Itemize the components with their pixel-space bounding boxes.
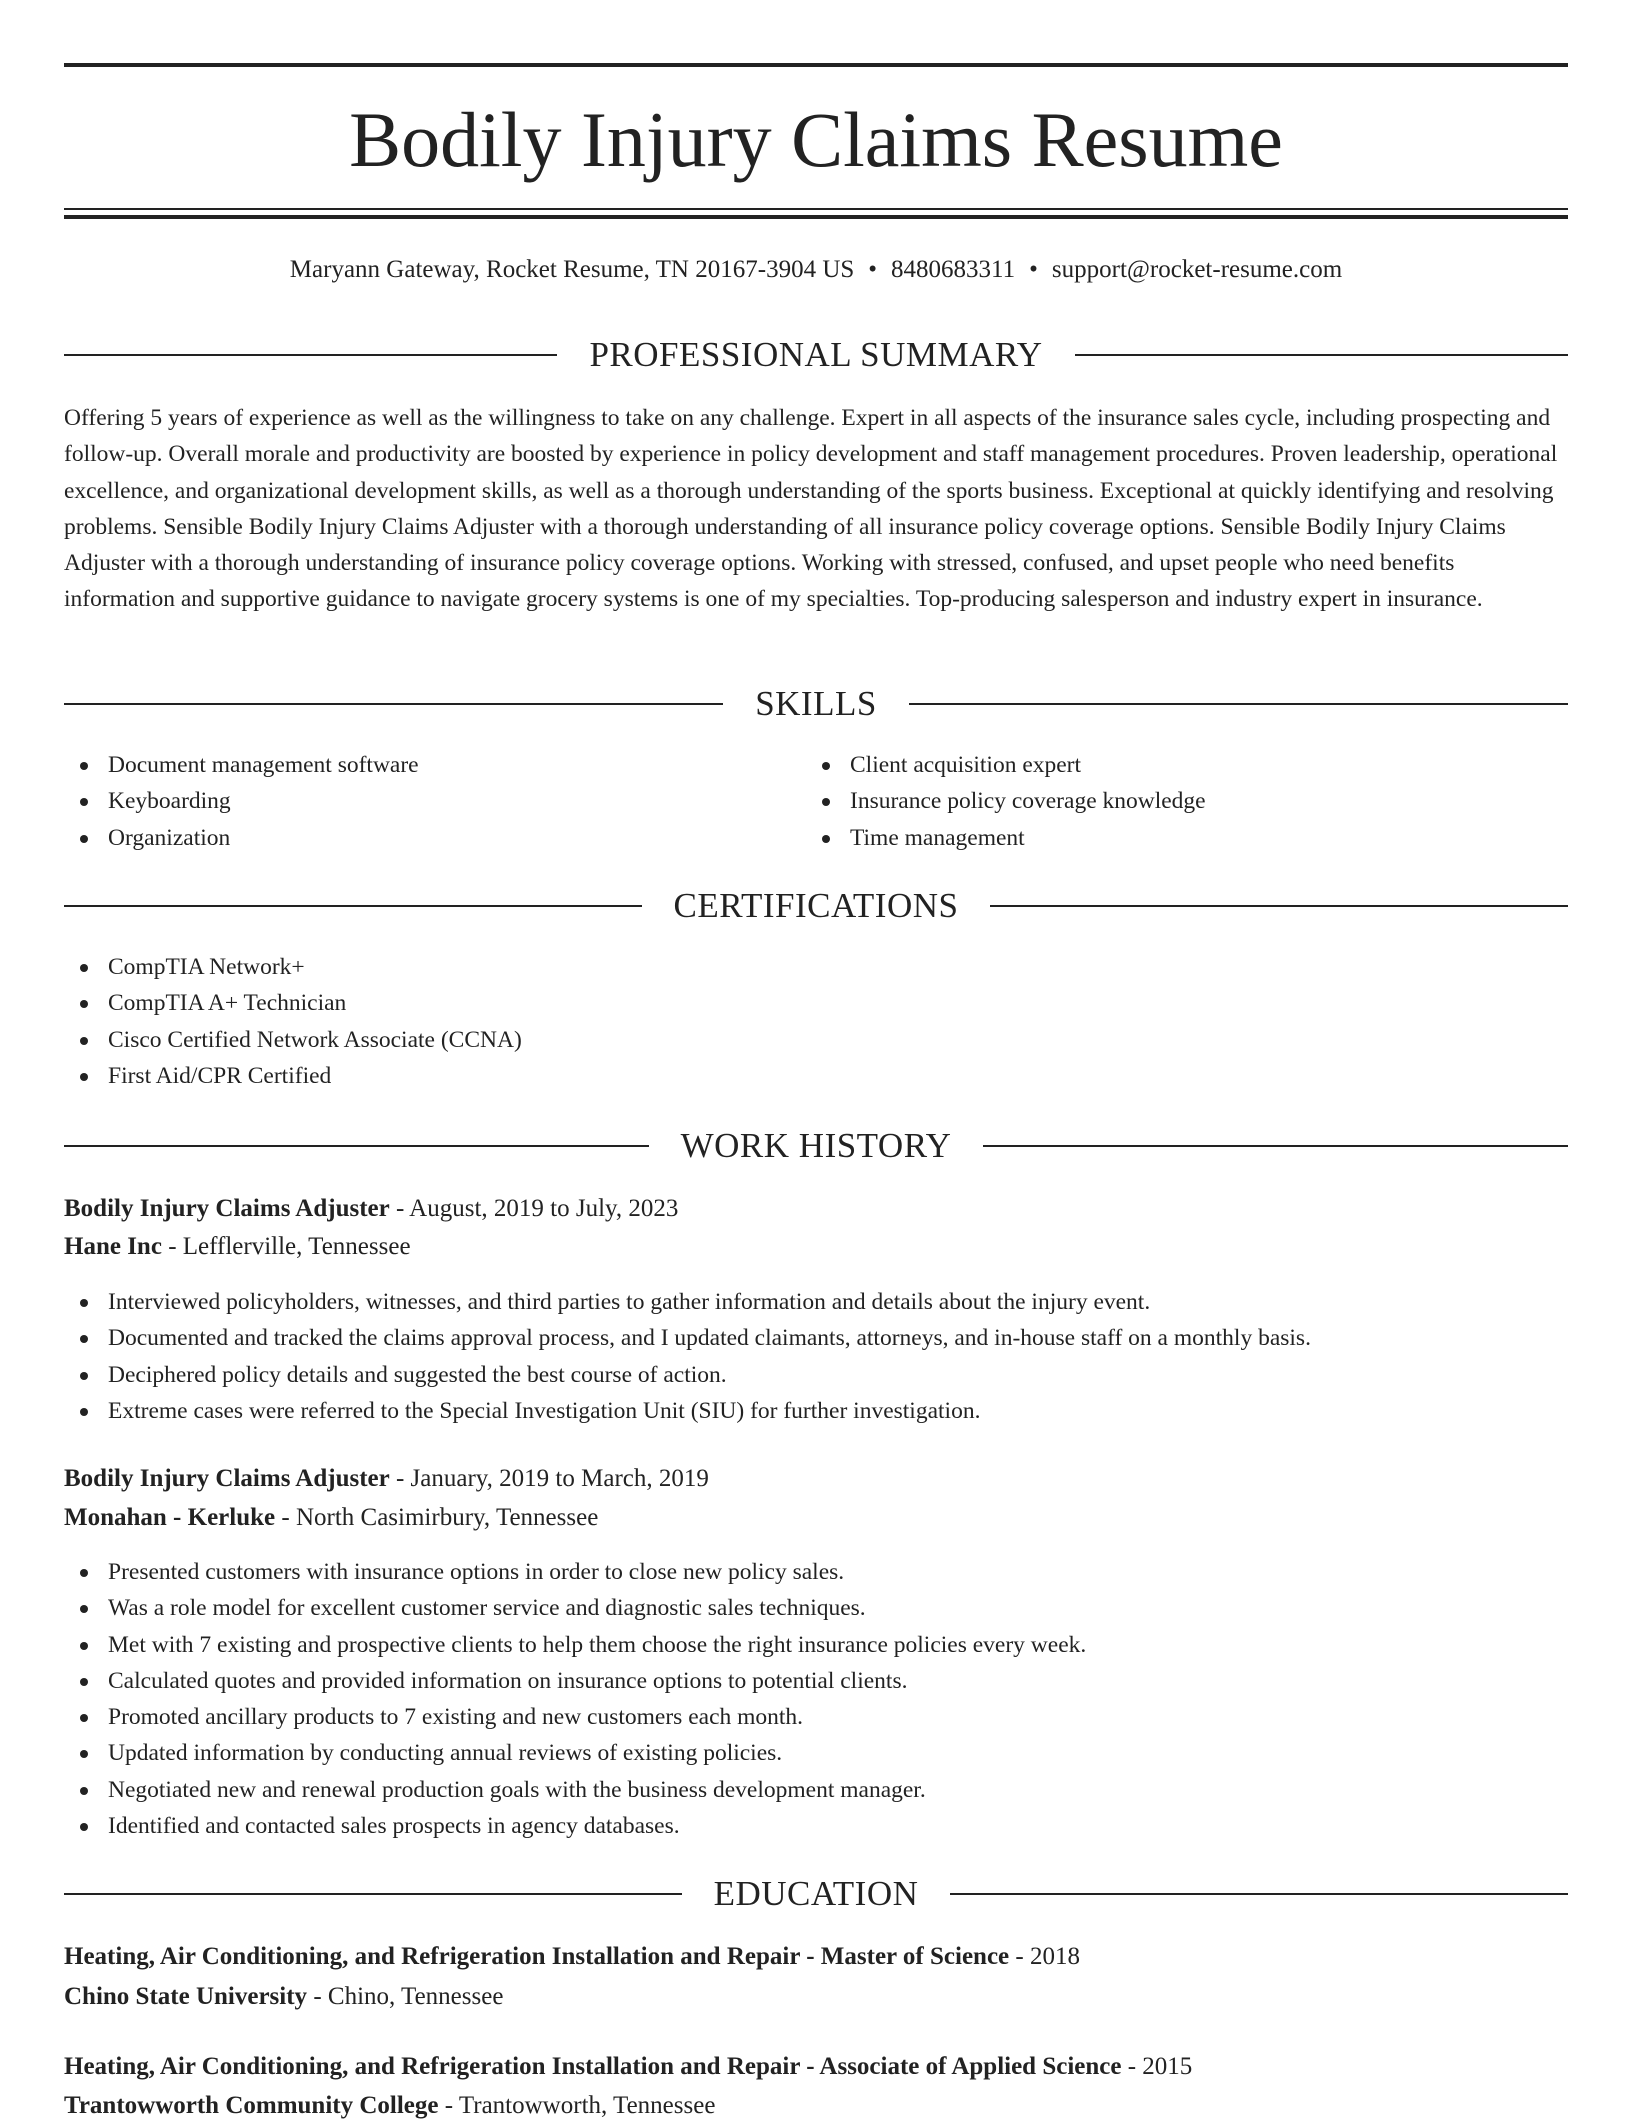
skill-text: Insurance policy coverage knowledge [850,788,1206,815]
skills-heading-label: SKILLS [755,684,877,723]
job-duty-text: Updated information by conducting annual reviews of existing policies. [108,1740,783,1767]
job-duty-item [64,1699,1086,1735]
certifications-heading [64,883,1568,929]
certification-item [64,949,522,985]
skill-text: Organization [108,824,231,851]
certification-text: First Aid/CPR Certified [108,1062,332,1089]
job-duty-text: Presented customers with insurance options in order to close new policy sales. [108,1559,845,1585]
resume-title: Bodily Injury Claims Resume [349,96,1283,183]
top-rule [64,63,1568,67]
education-heading [64,1871,1568,1917]
job-duty-item [64,1590,1086,1626]
job-duty-item [64,1284,1311,1320]
skill-text: Keyboarding [108,788,231,815]
skill-item [806,820,1206,856]
job-company: Hane Inc [64,1233,162,1260]
job-company-line [64,1499,1568,1537]
title-rule-thick [64,215,1568,219]
job-duty-text: Extreme cases were referred to the Special Investigation Unit (SIU) for further investigation. [108,1397,981,1424]
job-duty-item [64,1357,1311,1393]
bullet-icon [80,798,88,806]
bullet-icon [80,1714,88,1722]
bullet-icon [80,1787,88,1795]
summary-heading [64,332,1568,378]
job-duty-text: Negotiated new and renewal production goals with the business development manager. [108,1776,926,1803]
bullet-icon [822,762,830,770]
job-duty-text: Deciphered policy details and suggested the best course of action. [108,1361,727,1388]
job-title: Bodily Injury Claims Adjuster [64,1195,390,1222]
skill-item [64,747,419,783]
bullet-icon [80,1750,88,1758]
job-dates: - January, 2019 to March, 2019 [389,1465,709,1492]
education-heading-label: EDUCATION [713,1874,919,1913]
certification-text: CompTIA Network+ [108,954,305,980]
heading-rule [990,905,1568,907]
title-rule-thin [64,208,1568,210]
bullet-icon [80,1372,88,1380]
bullet-icon [80,762,88,770]
education-location: - Trantowworth, Tennessee [438,2092,716,2119]
heading-rule [983,1145,1568,1147]
job-duty-item [64,1808,1086,1844]
job-duty-text: Met with 7 existing and prospective clients to help them choose the right insurance policies every week. [108,1631,1087,1658]
education-degree: Heating, Air Conditioning, and Refrigeration Installation and Repair - Associate of Applied Science [64,2053,1122,2080]
education-year: - 2015 [1121,2053,1193,2080]
job-duty-item [64,1320,1311,1356]
bullet-icon [822,798,830,806]
job-duty-text: Identified and contacted sales prospects in agency databases. [108,1813,680,1840]
contact-address: Maryann Gateway, Rocket Resume, TN 20167-3904 US [289,256,855,283]
heading-rule [64,905,642,907]
certification-text: Cisco Certified Network Associate (CCNA) [108,1026,522,1053]
skill-item [806,783,1206,819]
job-title: Bodily Injury Claims Adjuster [64,1465,390,1492]
certification-item [64,1058,522,1094]
contact-phone: 8480683311 [891,256,1016,283]
contact-separator: • [1029,256,1038,283]
bullet-icon [80,1823,88,1831]
job-duty-item [64,1663,1086,1699]
job-duty-text: Was a role model for excellent customer service and diagnostic sales techniques. [108,1595,866,1622]
education-degree: Heating, Air Conditioning, and Refrigeration Installation and Repair - Master of Science [64,1943,1010,1970]
skill-item [806,747,1206,783]
job-title-line [64,1460,1568,1498]
skill-text: Document management software [108,752,419,778]
job-duties-list [64,1554,1086,1844]
job-duty-text: Interviewed policyholders, witnesses, and third parties to gather information and details about the injury event. [108,1289,1151,1315]
education-school: Chino State University [64,1983,308,2010]
bullet-icon [80,964,88,972]
job-duty-text: Documented and tracked the claims approval process, and I updated claimants, attorneys, and in-house staff on a monthly basis. [108,1325,1311,1352]
bullet-icon [80,835,88,843]
bullet-icon [80,1299,88,1307]
certifications-list [64,949,522,1094]
skills-list-left [64,747,419,856]
heading-rule [64,703,723,705]
bullet-icon [80,1000,88,1008]
job-duties-list [64,1284,1311,1429]
education-location: - Chino, Tennessee [307,1983,504,2010]
summary-heading-label: PROFESSIONAL SUMMARY [589,335,1043,374]
contact-email: support@rocket-resume.com [1051,256,1343,283]
education-degree-line [64,1938,1568,1976]
certification-item [64,985,522,1021]
job-company-line [64,1228,1568,1266]
bullet-icon [80,1037,88,1045]
job-duty-text: Promoted ancillary products to 7 existing and new customers each month. [108,1704,804,1731]
bullet-icon [80,1642,88,1650]
heading-rule [1075,354,1568,356]
job-duty-item [64,1735,1086,1771]
contact-line [64,252,1568,288]
bullet-icon [822,835,830,843]
skill-item [64,820,419,856]
education-degree-line [64,2048,1568,2086]
job-duty-text: Calculated quotes and provided information on insurance options to potential clients. [108,1667,908,1694]
job-duty-item [64,1627,1086,1663]
heading-rule [64,1145,649,1147]
skills-heading [64,681,1568,727]
skills-list-right [806,747,1206,856]
work-history-heading-label: WORK HISTORY [680,1126,952,1165]
bullet-icon [80,1605,88,1613]
certification-item [64,1022,522,1058]
bullet-icon [80,1569,88,1577]
bullet-icon [80,1408,88,1416]
job-duty-item [64,1772,1086,1808]
education-school-line [64,2087,1568,2125]
bullet-icon [80,1073,88,1081]
heading-rule [64,354,557,356]
education-school: Trantowworth Community College [64,2092,439,2119]
certification-text: CompTIA A+ Technician [108,990,347,1017]
job-dates: - August, 2019 to July, 2023 [389,1195,679,1222]
bullet-icon [80,1335,88,1343]
job-company: Monahan - Kerluke [64,1504,276,1531]
job-title-line [64,1190,1568,1228]
education-school-line [64,1978,1568,2016]
work-history-heading [64,1123,1568,1169]
job-location: - Lefflerville, Tennessee [161,1233,411,1260]
summary-text: Offering 5 years of experience as well as the willingness to take on any challenge. Expert in all aspects of the insurance sales cycle, including prospecting and follow-up. Overall morale and productivity are boosted by experience in policy development and staff management procedures. Proven leadership, operational excellence, and organizational development skills, as well as a thorough understanding of the sports business. Exceptional at quickly identifying and resolving problems. Sensible Bodily Injury Claims Adjuster with a thorough understanding of all insurance policy coverage options. Sensible Bodily Injury Claims Adjuster with a thorough understanding of insurance policy coverage options. Working with stressed, confused, and upset people who need benefits information and supportive guidance to navigate grocery systems is one of my specialties. Top-producing salesperson and industry expert in insurance. [64,405,1558,613]
job-duty-item [64,1393,1311,1429]
education-year: - 2018 [1009,1943,1080,1970]
skill-item [64,783,419,819]
certifications-heading-label: CERTIFICATIONS [673,886,959,925]
heading-rule [950,1893,1568,1895]
bullet-icon [80,1678,88,1686]
job-location: - North Casimirbury, Tennessee [275,1504,599,1531]
heading-rule [64,1893,682,1895]
heading-rule [909,703,1568,705]
contact-separator: • [868,256,878,283]
skill-text: Time management [850,824,1025,851]
skill-text: Client acquisition expert [850,752,1082,778]
job-duty-item [64,1554,1086,1590]
